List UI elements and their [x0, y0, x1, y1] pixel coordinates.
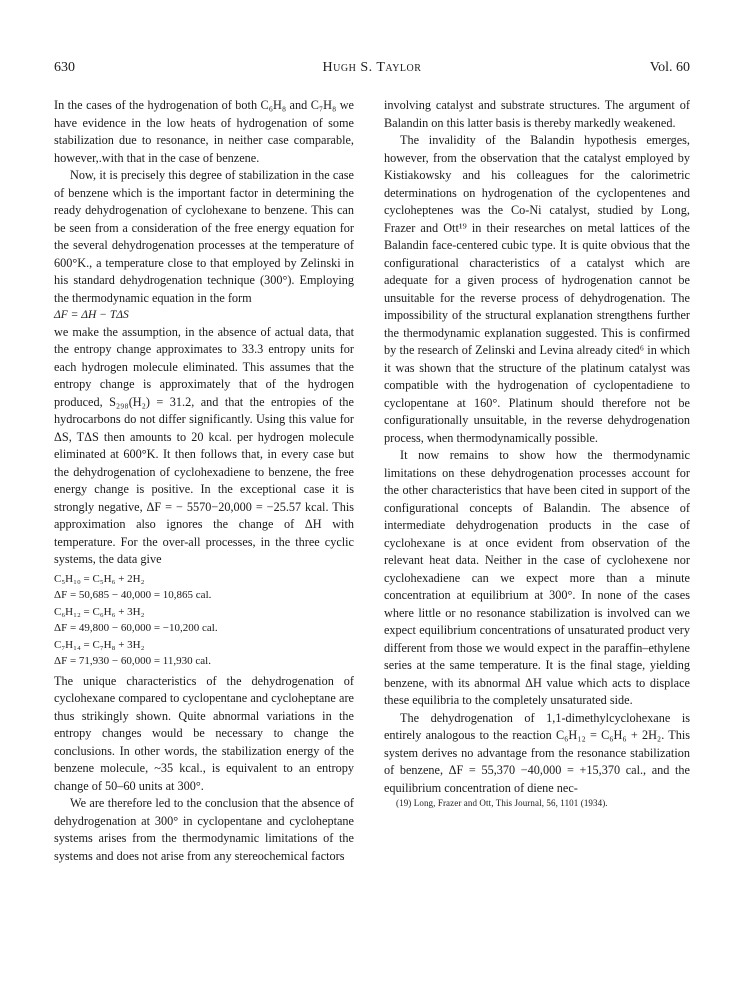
page-number: 630 [54, 60, 75, 75]
paragraph: The unique characteristics of the dehydrogenation of cyclohexane compared to cyclopentane and cycloheptane are thus strikingly shown. Quite abnormal variations in the entropy changes would be necessary to change the conclusions. In other words, the stabilization energy of the benzene molecule, ~35 kcal., is equivalent to an entropy change of 50–60 units at 300°. [54, 673, 354, 793]
equation: C₆H₁₂ = C₆H₆ + 3H₂ [54, 605, 145, 618]
paragraph: We are therefore led to the conclusion that the absence of dehydrogenation at 300° in cyclopentane and cycloheptane systems arises from the thermodynamic limitations of the systems and does not arise from any stereochemical factors [54, 796, 354, 863]
right-column [384, 97, 690, 809]
paragraph: In the cases of the hydrogenation of both C₆H₈ and C₇H₈ we have evidence in the low heats of hydrogenation of some stabilization due to resonance, in neither case comparable, however,.with that in the case of benzene. [54, 98, 354, 165]
equation: ΔF = 49,800 − 60,000 = −10,200 cal. [54, 622, 218, 634]
equation-block [54, 571, 354, 670]
running-author: Hugh S. Taylor [322, 60, 422, 75]
paragraph: we make the assumption, in the absence of actual data, that the entropy change approximates to 33.3 entropy units for each hydrogen molecule eliminated. This assumes that the entropy change is approximately that of the hydrogen produced, S₂₉₈(H₂) = 31.2, and that the entropies of the hydrocarbons do not differ significantly. Using this value for ΔS, TΔS then amounts to 20 kcal. per hydrogen molecule eliminated at 600°K. It then follows that, in every case but the dehydrogenation of cyclohexadiene to benzene, the free energy change is positive. In the exceptional case it is strongly negative, ΔF = − 5570−20,000 = −25.57 kcal. This approximation also ignores the change of ΔH with temperature. For the over-all processes, in the three cyclic systems, the data give [54, 324, 354, 566]
volume-label: Vol. 60 [649, 60, 690, 75]
left-column [54, 97, 354, 865]
paragraph: involving catalyst and substrate structures. The argument of Balandin on this latter basis is thereby markedly weakened. [384, 98, 690, 130]
equation: C₇H₁₄ = C₇H₈ + 3H₂ [54, 638, 145, 651]
equation: ΔF = 50,685 − 40,000 = 10,865 cal. [54, 589, 212, 601]
footnote: (19) Long, Frazer and Ott, This Journal, 56, 1101 (1934). [396, 798, 608, 808]
paragraph: The invalidity of the Balandin hypothesis emerges, however, from the observation that the catalyst employed by Kistiakowsky and his colleagues for the calorimetric determinations on hydrogenation of the cyclopentenes and cycloheptenes was the Co-Ni catalyst, studied by Long, Frazer and Ott¹⁹ in their researches on metal lattices of the Balandin face-centered cubic type. It is quite obvious that the configurational characteristics of a catalyst which are adequate for a given process of hydrogenation cannot be unsuitable for the reverse process of dehydrogenation. The impossibility of the structural explanation strengthens further the thermodynamic explanation suggested. This is confirmed by the research of Zelinski and Levina already cited⁶ in which it was shown that the structure of the platinum catalyst was compatible with the hydrogenation of cyclopentadiene to cyclopentane at 160°. Platinum should therefore not be configurationally unsuitable, in the reverse dehydrogenation process, when thermodynamically possible. [384, 133, 690, 445]
equation-main: ΔF = ΔH − TΔS [54, 309, 129, 321]
running-header [54, 60, 690, 80]
equation: C₅H₁₀ = C₅H₆ + 2H₂ [54, 572, 145, 585]
paragraph: Now, it is precisely this degree of stabilization in the case of benzene which is the important factor in determining the ready dehydrogenation of cyclohexane to benzene. This can be seen from a consideration of the free energy equation for the several dehydrogenation processes at the temperature of 600°K., a temperature close to that employed by Zelinski in his standard dehydrogenation technique (300°). Employing the thermodynamic equation in the form [54, 168, 354, 305]
paragraph: It now remains to show how the thermodynamic limitations on these dehydrogenation processes account for the other characteristics that have been cited in support of the configurational concepts of Balandin. The absence of intermediate dehydrogenation products in the case of cyclohexane is at once evident from observation of the relevant heat data. Neither in the case of cyclohexene nor cyclohexadiene can we expect more than a minute concentration at equilibrium at 300°. In none of the cases where little or no resonance stabilization is involved can we expect equilibrium concentrations of unsaturated product very different from those we would expect in the paraffin–ethylene series at the same temperature. It is the final stage, yielding benzene, with its abnormal ΔH value which acts to displace these equilibria to the completely unsaturated side. [384, 448, 690, 707]
paragraph: The dehydrogenation of 1,1-dimethylcyclohexane is entirely analogous to the reaction C₆H₁₂ = C₆H₆ + 2H₂. This system derives no advantage from the resonance stabilization of benzene, ΔF = 55,370 −40,000 = +15,370 cal., and the equilibrium concentration of diene nec- [384, 710, 690, 795]
equation: ΔF = 71,930 − 60,000 = 11,930 cal. [54, 655, 211, 667]
